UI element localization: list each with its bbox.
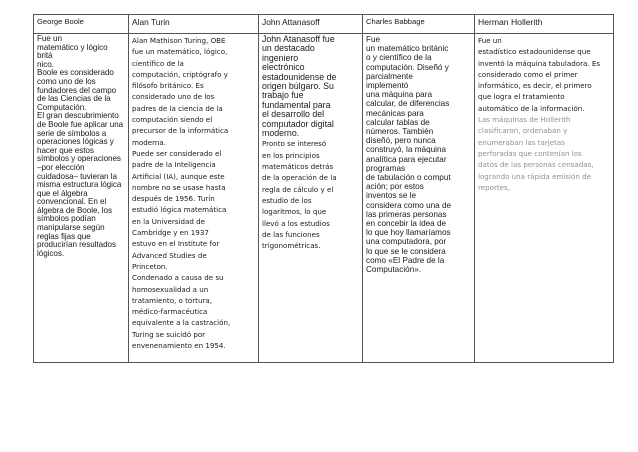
hollerith-text-intro: Fue un estadístico estadounidense que inventó la máquina tabuladora. Es considerado como el primer informático, es decir, el primero que logra el tratamiento automático de la información. [478, 36, 601, 113]
cell-hollerith [475, 34, 614, 363]
header-turing: Alan Turin [132, 17, 170, 27]
atanasoff-text-detail: Pronto se interesó en los principios matemáticos detrás de la operación de la regla de cálculo y el estudio de los logaritmos, lo que llevó a los estudios de las funciones trigonométricas. [262, 139, 337, 251]
boole-text: Fue un matemático y lógico britá nico. Boole es considerado como uno de los fundadores del campo de las Ciencias de la Computación. El gran descubrimiento de Boole fue aplicar una serie de símbolos a operaciones lógicas y hacer que estos símbolos y operaciones –por elección cuidadosa– tuvieran la misma estructura lógica que el álgebra convencional. En el álgebra de Boole, los símbolos podían manipularse según reglas fijas que producirían resultados lógicos. [37, 34, 124, 258]
cell-turing [129, 34, 259, 363]
header-cell-hollerith [475, 15, 614, 34]
content-row [34, 34, 614, 363]
atanasoff-text-intro: John Atanasoff fue un destacado ingeniero electrónico estadounidense de origen búlgaro. Su trabajo fue fundamental para el desarrollo del computador digital moderno. [262, 34, 337, 139]
header-atanasoff: John Attanasoff [262, 17, 320, 27]
hollerith-text-detail: Las máquinas de Hollerith clasificaron, ordenaban y enumeraban las tarjetas perforadas que contenían los datos de las personas censadas, logrando una rápida emisión de reportes, [478, 115, 594, 192]
computing-pioneers-table [33, 14, 614, 363]
cell-atanasoff [259, 34, 363, 363]
babbage-text: Fue un matemático británic o y científico de la computación. Diseñó y parcialmente implementó una máquina para calcular, de diferencias mecánicas para calcular tablas de números. También diseñó, pero nunca construyó, la máquina analítica para ejecutar programas de tabulación o comput ación; por estos inventos se le considera como una de las primeras personas en concebir la idea de lo que hoy llamaríamos una computadora, por lo que se le considera como «El Padre de la Computación». [366, 35, 452, 275]
cell-boole [34, 34, 129, 363]
header-cell-atanasoff [259, 15, 363, 34]
header-hollerith: Herman Hollerith [478, 17, 543, 27]
header-cell-babbage [363, 15, 475, 34]
header-boole: George Boole [37, 17, 84, 26]
cell-babbage [363, 34, 475, 363]
header-babbage: Charles Babbage [366, 17, 425, 26]
header-row [34, 15, 614, 34]
header-cell-turing [129, 15, 259, 34]
turing-text: Alan Mathison Turing, OBE fue un matemático, lógico, científico de la computación, criptógrafo y filósofo británico. Es considerado uno de los padres de la ciencia de la computación siendo el precursor de la informática moderna. Puede ser considerado el padre de la Inteligencia Artificial (IA), aunque este nombre no se usase hasta después de 1956. Turín estudió lógica matemática en la Universidad de Cambridge y en 1937 estuvo en el Institute for Advanced Studies de Princeton. Condenado a causa de su homosexualidad a un tratamiento, o tortura, médico-farmacéutica equivalente a la castración, Turing se suicidó por envenenamiento en 1954. [132, 36, 231, 351]
header-cell-boole [34, 15, 129, 34]
